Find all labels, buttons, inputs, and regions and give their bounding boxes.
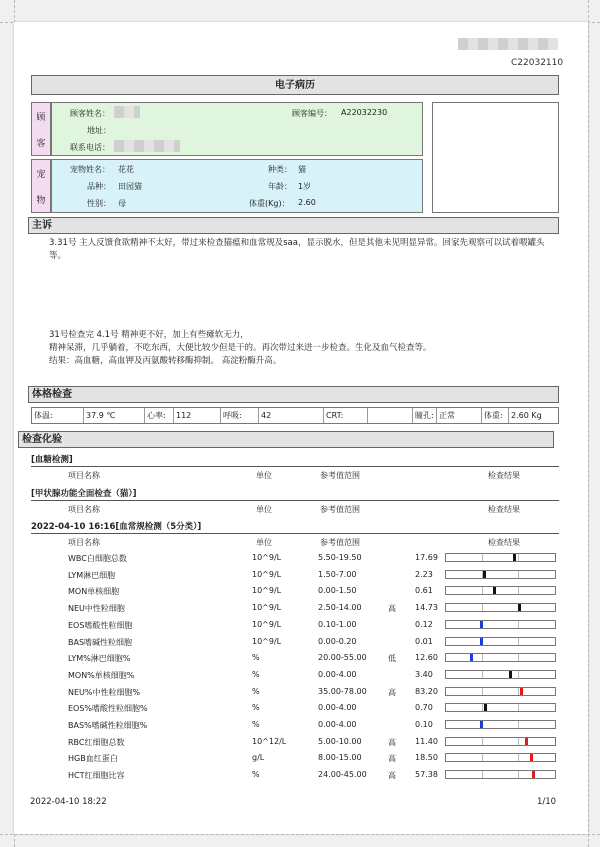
- table-row: [0, 567, 600, 583]
- result-gauge: [445, 553, 556, 562]
- lab-item-name: EOS%嗜酸性粒细胞%: [68, 704, 148, 714]
- owner-phone-label: 联系电话：: [70, 143, 110, 152]
- lab-item-name: HGB血红蛋白: [68, 754, 118, 764]
- gauge-tick: [482, 688, 483, 695]
- page-title: 电子病历: [31, 75, 559, 95]
- lab-item-unit: %: [252, 703, 260, 713]
- table-row: [0, 650, 600, 666]
- footer-page-number: 1/10: [537, 797, 557, 807]
- pet-weight-label: 体重(Kg)：: [249, 199, 290, 208]
- lab-item-ref: 0.10-1.00: [318, 619, 357, 629]
- pet-age-label: 年龄：: [268, 182, 292, 191]
- owner-tag-char-2: 客: [36, 138, 46, 149]
- gauge-tick: [518, 621, 519, 628]
- lab-item-value: 2.23: [415, 569, 433, 579]
- result-gauge: [445, 737, 556, 746]
- pupil-value: 正常: [437, 408, 482, 423]
- col-result-header-3: 检查结果: [488, 538, 520, 547]
- col-item-header-2: 项目名称: [68, 505, 100, 514]
- lab-item-ref: 8.00-15.00: [318, 753, 362, 763]
- pet-sex-value: 母: [118, 199, 126, 208]
- lab-item-ref: 0.00-0.20: [318, 636, 357, 646]
- lab-item-value: 0.70: [415, 703, 433, 713]
- lab-item-unit: %: [252, 770, 260, 780]
- lab-item-flag: 高: [388, 737, 396, 747]
- lab-item-name: LYM%淋巴细胞%: [68, 654, 131, 664]
- lab-group-cbc: 2022-04-10 16:16[血常规检测（5分类）]: [31, 522, 202, 532]
- gauge-marker: [525, 738, 528, 745]
- photo-box: [432, 102, 559, 213]
- lab-item-unit: %: [252, 686, 260, 696]
- owner-tag-char-1: 顾: [36, 112, 46, 123]
- result-gauge: [445, 653, 556, 662]
- lab-item-ref: 5.00-10.00: [318, 736, 362, 746]
- gauge-tick: [518, 771, 519, 778]
- gauge-tick: [518, 721, 519, 728]
- pet-breed-value: 田园猫: [118, 182, 142, 191]
- col-unit-header-2: 单位: [256, 505, 272, 514]
- gauge-marker: [480, 638, 483, 645]
- lab-item-flag: 高: [388, 687, 396, 697]
- gauge-tick: [518, 587, 519, 594]
- gauge-marker: [480, 721, 483, 728]
- gauge-marker: [530, 754, 533, 761]
- table-row: [0, 617, 600, 633]
- pet-age-value: 1岁: [298, 182, 312, 191]
- lab-item-ref: 0.00-4.00: [318, 669, 357, 679]
- table-row: [0, 734, 600, 750]
- physical-exam-row: [31, 407, 559, 424]
- lab-item-ref: 0.00-4.00: [318, 720, 357, 729]
- col-ref-header-2: 参考值范围: [320, 505, 360, 514]
- gauge-marker: [483, 571, 486, 578]
- gauge-tick: [518, 704, 519, 711]
- lab-item-unit: 10^9/L: [252, 569, 282, 579]
- divider: [31, 500, 559, 501]
- redacted-owner-phone: [114, 140, 180, 152]
- pet-breed-label: 品种：: [87, 182, 111, 191]
- gauge-marker: [484, 704, 487, 711]
- col-result-header: 检查结果: [488, 471, 520, 480]
- pet-name-label: 宠物姓名：: [70, 165, 110, 174]
- gauge-tick: [518, 738, 519, 745]
- gauge-tick: [518, 638, 519, 645]
- pet-tag-char-1: 宠: [36, 169, 46, 180]
- lab-item-name: MON%单核细胞%: [68, 670, 135, 680]
- weight-value: 2.60 Kg: [511, 411, 542, 420]
- document-code: C22032110: [511, 58, 564, 68]
- lab-item-value: 0.01: [415, 636, 433, 646]
- lab-item-unit: %: [252, 720, 260, 729]
- lab-item-name: NEU%中性粒细胞%: [68, 687, 141, 697]
- gauge-marker: [520, 688, 523, 695]
- gauge-tick: [518, 654, 519, 661]
- lab-item-name: HCT红细胞比容: [68, 771, 125, 781]
- table-row: [0, 550, 600, 566]
- lab-item-value: 18.50: [415, 753, 438, 763]
- footer-datetime: 2022-04-10 18:22: [30, 797, 107, 807]
- lab-item-ref: 24.00-45.00: [318, 770, 367, 780]
- complaint-paragraph-1: 3.31号 主人反馈食欲精神不太好，带过来检查猫瘟和血常规及saa，显示脱水，但是其他未见明显异常。回家先观察可以试着喂罐头等。: [49, 238, 545, 261]
- lab-item-name: MON单核细胞: [68, 587, 120, 597]
- result-gauge: [445, 770, 556, 779]
- lab-item-flag: 低: [388, 654, 396, 664]
- lab-item-unit: g/L: [252, 753, 265, 763]
- gauge-tick: [482, 604, 483, 611]
- lab-item-unit: 10^12/L: [252, 736, 287, 746]
- pet-species-value: 猫: [298, 165, 306, 174]
- table-row: [0, 600, 600, 616]
- owner-id-label: 顾客编号：: [292, 109, 332, 118]
- lab-group-thyroid: [甲状腺功能全面检查（猫）]: [31, 489, 137, 499]
- lab-item-value: 83.20: [415, 686, 438, 696]
- lab-item-name: BAS%嗜碱性粒细胞%: [68, 721, 148, 730]
- respiration-value: 42: [259, 408, 324, 423]
- complaint-paragraph-2b: 精神呆滞，几乎躺着，不吃东西，大便比较少但是干的。再次带过来进一步检查。生化及血气检查等。: [49, 343, 432, 353]
- gauge-tick: [482, 587, 483, 594]
- table-row: [0, 750, 600, 766]
- result-gauge: [445, 670, 556, 679]
- lab-item-ref: 35.00-78.00: [318, 686, 367, 696]
- lab-item-unit: 10^9/L: [252, 636, 282, 646]
- respiration-label: 呼吸:: [221, 408, 259, 423]
- lab-item-flag: 高: [388, 754, 396, 764]
- gauge-tick: [482, 671, 483, 678]
- lab-item-ref: 1.50-7.00: [318, 569, 357, 579]
- result-gauge: [445, 703, 556, 712]
- complaint-paragraph-2c: 结果：高血糖，高血钾及丙氨酸转移酶抑制。 高淀粉酶升高。: [49, 356, 282, 366]
- pet-name-value: 花花: [118, 165, 134, 174]
- col-result-header-2: 检查结果: [488, 505, 520, 514]
- heart-rate-label: 心率:: [145, 408, 174, 423]
- gauge-marker: [513, 554, 516, 561]
- gauge-tick: [482, 754, 483, 761]
- temp-label: 体温:: [32, 408, 84, 423]
- weight-label: 体重:: [482, 408, 509, 423]
- gauge-marker: [470, 654, 473, 661]
- lab-item-value: 57.38: [415, 770, 438, 780]
- result-gauge: [445, 720, 556, 729]
- col-ref-header-3: 参考值范围: [320, 538, 360, 547]
- col-unit-header: 单位: [256, 471, 272, 480]
- gauge-marker: [509, 671, 512, 678]
- owner-address-label: 地址：: [87, 126, 111, 135]
- pet-species-label: 种类：: [268, 165, 292, 174]
- gauge-tick: [518, 688, 519, 695]
- lab-item-unit: %: [252, 653, 260, 663]
- lab-item-unit: 10^9/L: [252, 586, 282, 596]
- gauge-tick: [518, 554, 519, 561]
- crt-label: CRT:: [324, 408, 368, 423]
- col-item-header: 项目名称: [68, 471, 100, 480]
- lab-item-name: BAS嗜碱性粒细胞: [68, 637, 133, 647]
- divider: [31, 533, 559, 534]
- lab-item-value: 0.61: [415, 586, 433, 596]
- gauge-tick: [482, 771, 483, 778]
- lab-item-ref: 5.50-19.50: [318, 553, 362, 562]
- lab-item-name: WBC白细胞总数: [68, 554, 127, 563]
- temp-value: 37.9 ℃: [84, 408, 145, 423]
- lab-item-value: 14.73: [415, 603, 438, 613]
- pet-tag-char-2: 物: [36, 195, 46, 206]
- gauge-tick: [482, 704, 483, 711]
- table-row: [0, 634, 600, 650]
- gauge-marker: [532, 771, 535, 778]
- lab-item-value: 17.69: [415, 553, 438, 562]
- table-row: [0, 767, 600, 783]
- lab-item-ref: 0.00-4.00: [318, 703, 357, 713]
- lab-item-ref: 20.00-55.00: [318, 653, 367, 663]
- gauge-tick: [482, 554, 483, 561]
- result-gauge: [445, 637, 556, 646]
- gauge-tick: [518, 754, 519, 761]
- lab-item-ref: 0.00-1.50: [318, 586, 357, 596]
- col-unit-header-3: 单位: [256, 538, 272, 547]
- result-gauge: [445, 586, 556, 595]
- result-gauge: [445, 687, 556, 696]
- lab-item-unit: 10^9/L: [252, 603, 282, 613]
- table-row: [0, 667, 600, 683]
- lab-item-value: 0.12: [415, 619, 433, 629]
- lab-item-name: RBC红细胞总数: [68, 737, 125, 747]
- table-row: [0, 700, 600, 716]
- complaint-heading: 主诉: [28, 217, 559, 234]
- lab-item-name: NEU中性粒细胞: [68, 604, 125, 614]
- lab-item-unit: %: [252, 669, 260, 679]
- lab-item-value: 12.60: [415, 653, 438, 663]
- gauge-tick: [482, 654, 483, 661]
- complaint-paragraph-2a: 31号检查完 4.1号 精神更不好，加上有些瘫软无力，: [49, 330, 249, 340]
- lab-item-value: 0.10: [415, 720, 433, 729]
- table-row: [0, 684, 600, 700]
- result-gauge: [445, 753, 556, 762]
- owner-name-label: 顾客姓名：: [70, 109, 110, 118]
- gauge-tick: [518, 571, 519, 578]
- lab-item-unit: 10^9/L: [252, 619, 282, 629]
- col-item-header-3: 项目名称: [68, 538, 100, 547]
- lab-item-flag: 高: [388, 604, 396, 614]
- lab-item-ref: 2.50-14.00: [318, 603, 362, 613]
- gauge-marker: [493, 587, 496, 594]
- owner-id-value: A22032230: [341, 108, 388, 117]
- lab-item-name: LYM淋巴细胞: [68, 570, 116, 580]
- pet-weight-value: 2.60: [298, 198, 316, 207]
- gauge-tick: [518, 671, 519, 678]
- pet-tag: [31, 159, 51, 213]
- pet-sex-label: 性别：: [87, 199, 111, 208]
- col-ref-header: 参考值范围: [320, 471, 360, 480]
- lab-item-flag: 高: [388, 771, 396, 781]
- lab-item-value: 3.40: [415, 669, 433, 679]
- result-gauge: [445, 620, 556, 629]
- divider: [31, 466, 559, 467]
- owner-tag: [31, 102, 51, 156]
- gauge-tick: [482, 738, 483, 745]
- redacted-owner-name: [114, 106, 140, 118]
- redacted-header: [458, 38, 558, 50]
- lab-item-name: EOS嗜酸性粒细胞: [68, 620, 133, 630]
- lab-heading: 检查化验: [18, 431, 554, 448]
- lab-group-glucose: [血糖检测]: [31, 455, 73, 465]
- page-guide-bottom: [0, 834, 600, 835]
- heart-rate-value: 112: [174, 408, 221, 423]
- table-row: [0, 583, 600, 599]
- gauge-marker: [518, 604, 521, 611]
- result-gauge: [445, 570, 556, 579]
- table-row: [0, 717, 600, 733]
- gauge-marker: [480, 621, 483, 628]
- crt-value: [368, 408, 413, 423]
- result-gauge: [445, 603, 556, 612]
- pupil-label: 瞳孔:: [413, 408, 437, 423]
- physical-exam-heading: 体格检查: [28, 386, 559, 403]
- lab-item-value: 11.40: [415, 736, 438, 746]
- lab-item-unit: 10^9/L: [252, 553, 282, 562]
